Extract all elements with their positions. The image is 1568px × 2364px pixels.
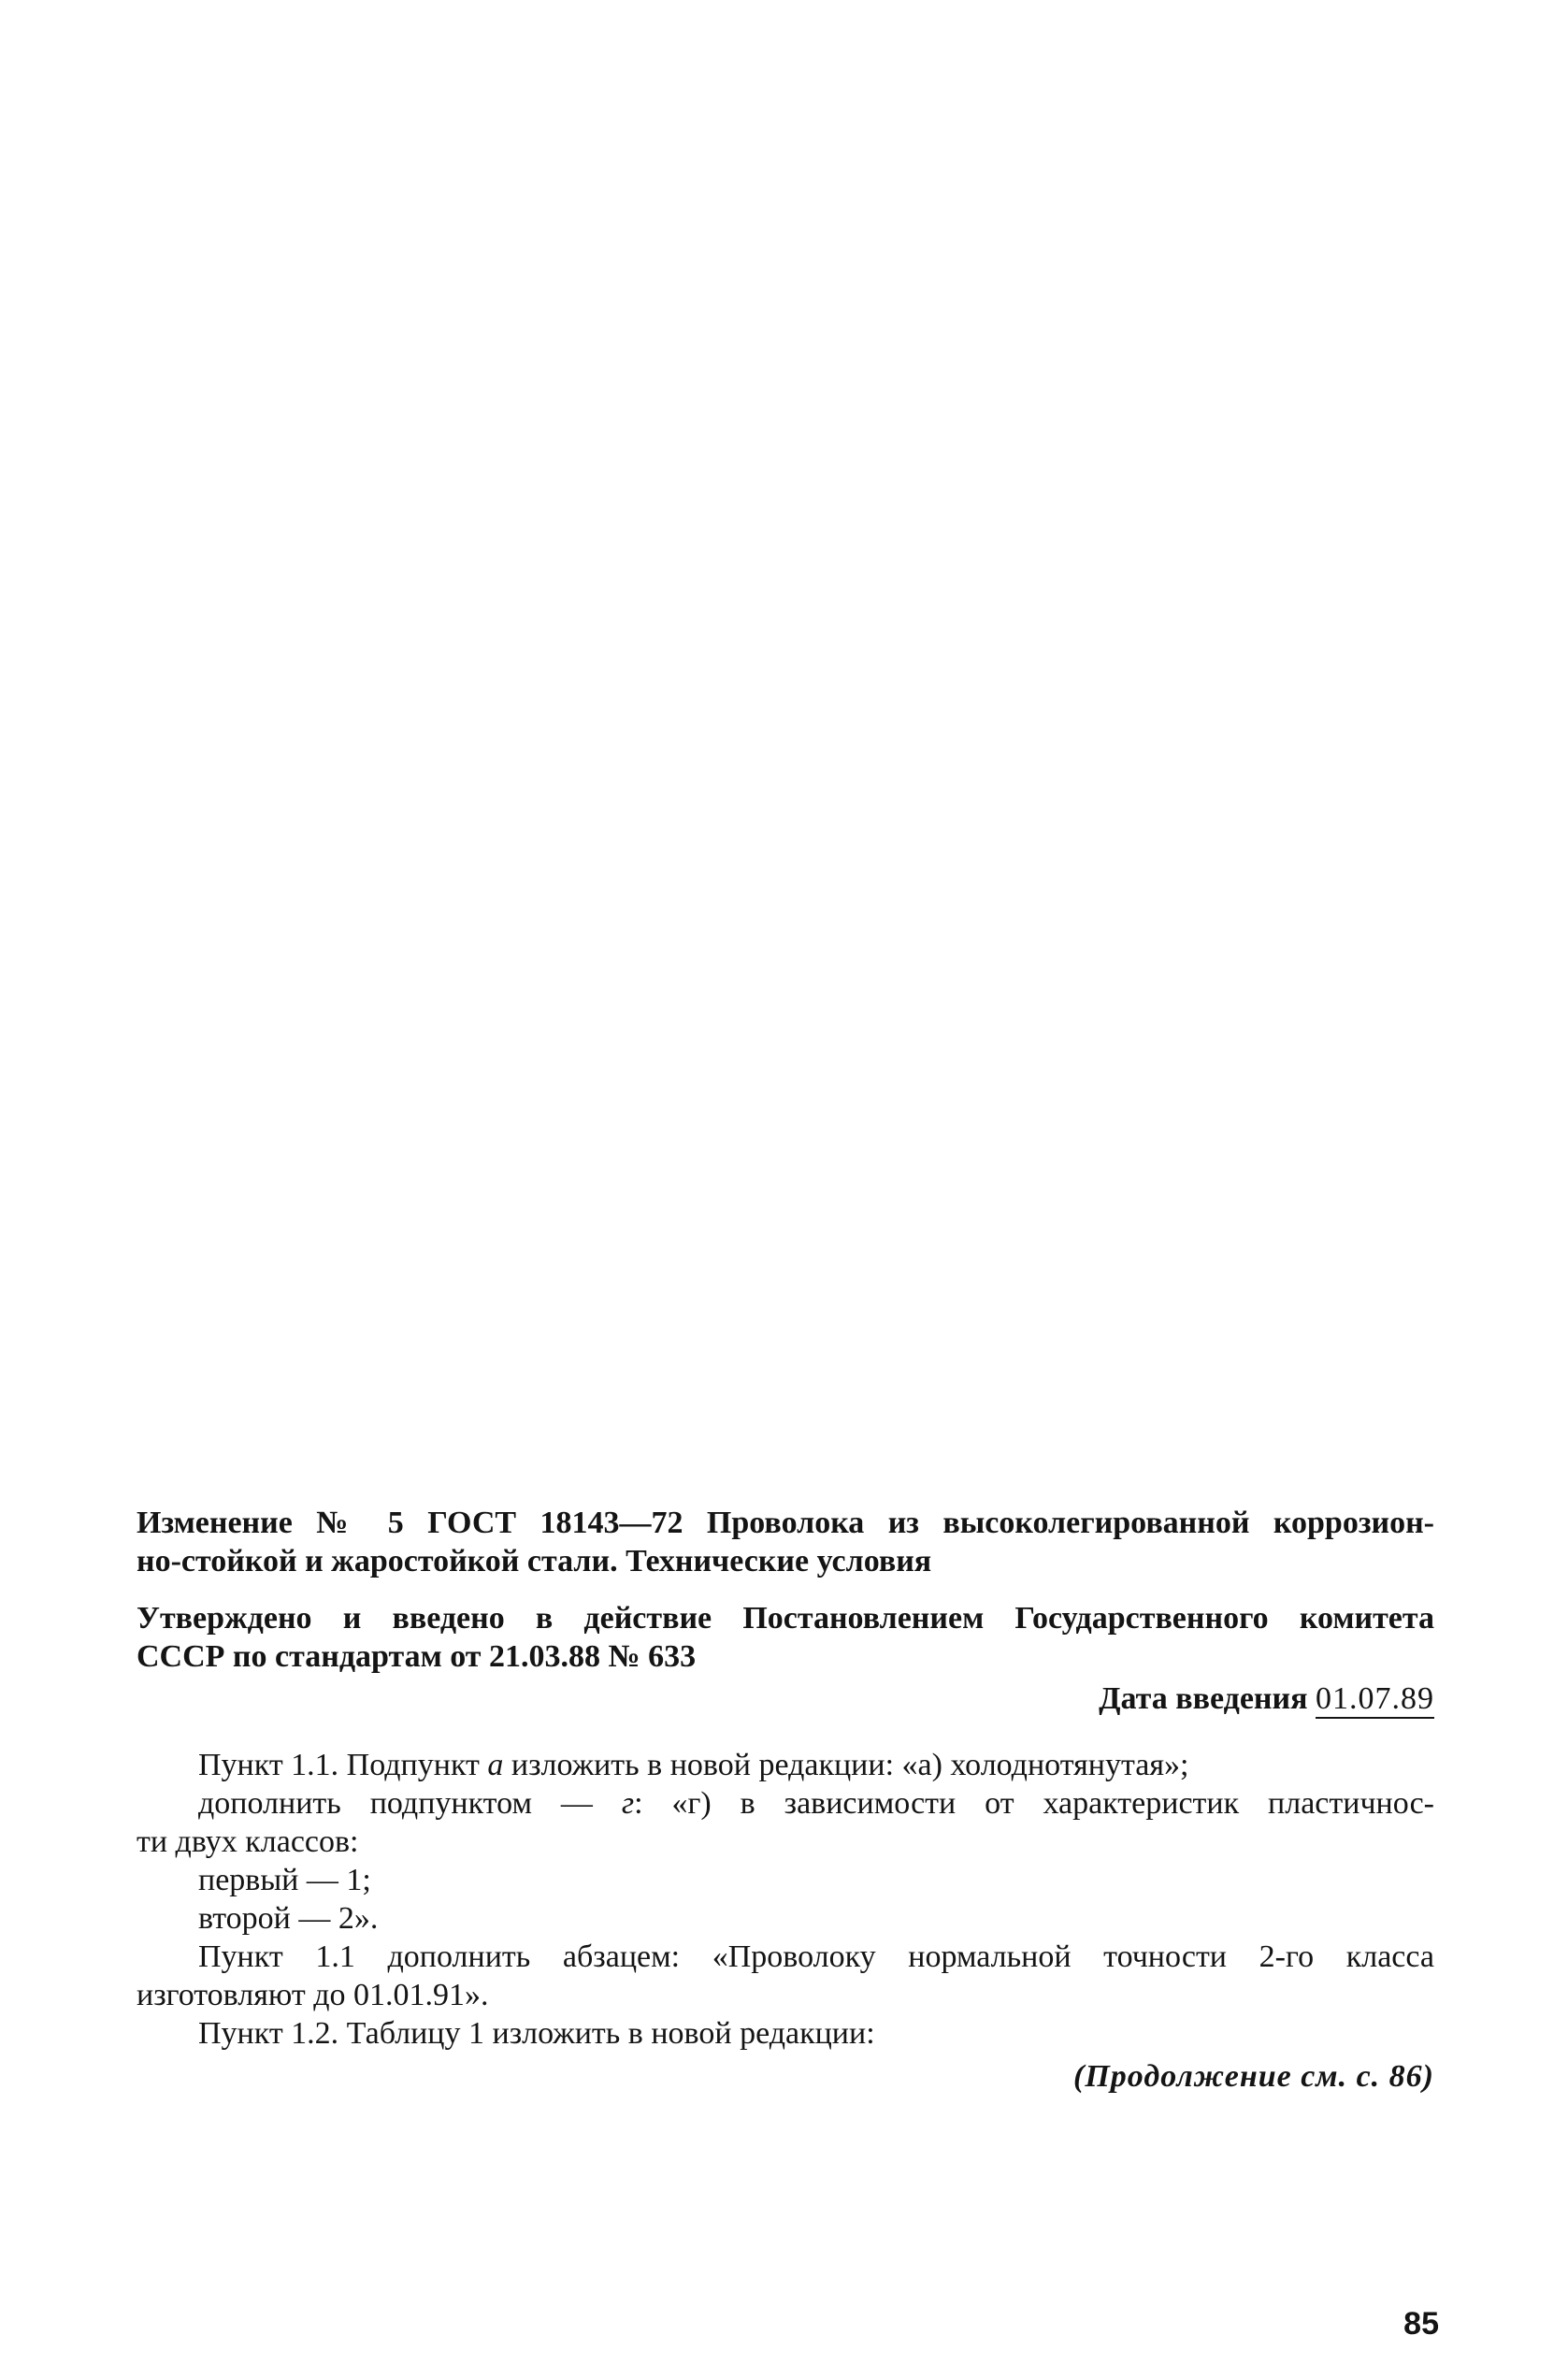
paragraph-2-continuation: ти двух классов:: [137, 1824, 359, 1859]
paragraph-4: Пункт 1.2. Таблицу 1 изложить в новой редакции:: [198, 2016, 875, 2051]
effective-date-label: Дата введения: [1099, 1681, 1308, 1716]
paragraph-1-italic: а: [487, 1748, 504, 1782]
document-block: [137, 1504, 1434, 2053]
approval-line-2: СССР по стандартам от 21.03.88 № 633: [137, 1639, 697, 1674]
paragraph-1: [137, 1746, 1434, 1784]
title-line-2: но-стойкой и жаростойкой стали. Технические условия: [137, 1544, 932, 1578]
continuation-note: (Продолжение см. с. 86): [1073, 2059, 1434, 2094]
title-line-1: Изменение № 5 ГОСТ 18143—72 Проволока из высоколегированной коррозион-: [137, 1506, 1434, 1540]
effective-date: [137, 1679, 1434, 1718]
document-body: [137, 1746, 1434, 2053]
paragraph-2-prefix: дополнить подпунктом —: [198, 1786, 622, 1821]
paragraph-2-italic: г: [621, 1786, 635, 1821]
list-item-second: второй — 2».: [198, 1901, 379, 1936]
paragraph-1-suffix: изложить в новой редакции: «а) холоднотянутая»;: [503, 1748, 1189, 1782]
paragraph-3: Пункт 1.1 дополнить абзацем: «Проволоку нормальной точности 2-го класса: [198, 1939, 1434, 1974]
document-title: [137, 1504, 1434, 1580]
effective-date-value: 01.07.89: [1316, 1681, 1434, 1719]
paragraph-2-suffix: : «г) в зависимости от характеристик пластичнос-: [634, 1786, 1434, 1821]
paragraph-2: [137, 1784, 1434, 1823]
approval-line-1: Утверждено и введено в действие Постановлением Государственного комитета: [137, 1601, 1434, 1636]
page-number: 85: [1403, 2306, 1439, 2342]
list-item-first: первый — 1;: [198, 1863, 371, 1897]
paragraph-3-continuation: изготовляют до 01.01.91».: [137, 1978, 489, 2012]
approval-statement: [137, 1599, 1434, 1676]
paragraph-1-prefix: Пункт 1.1. Подпункт: [198, 1748, 488, 1782]
